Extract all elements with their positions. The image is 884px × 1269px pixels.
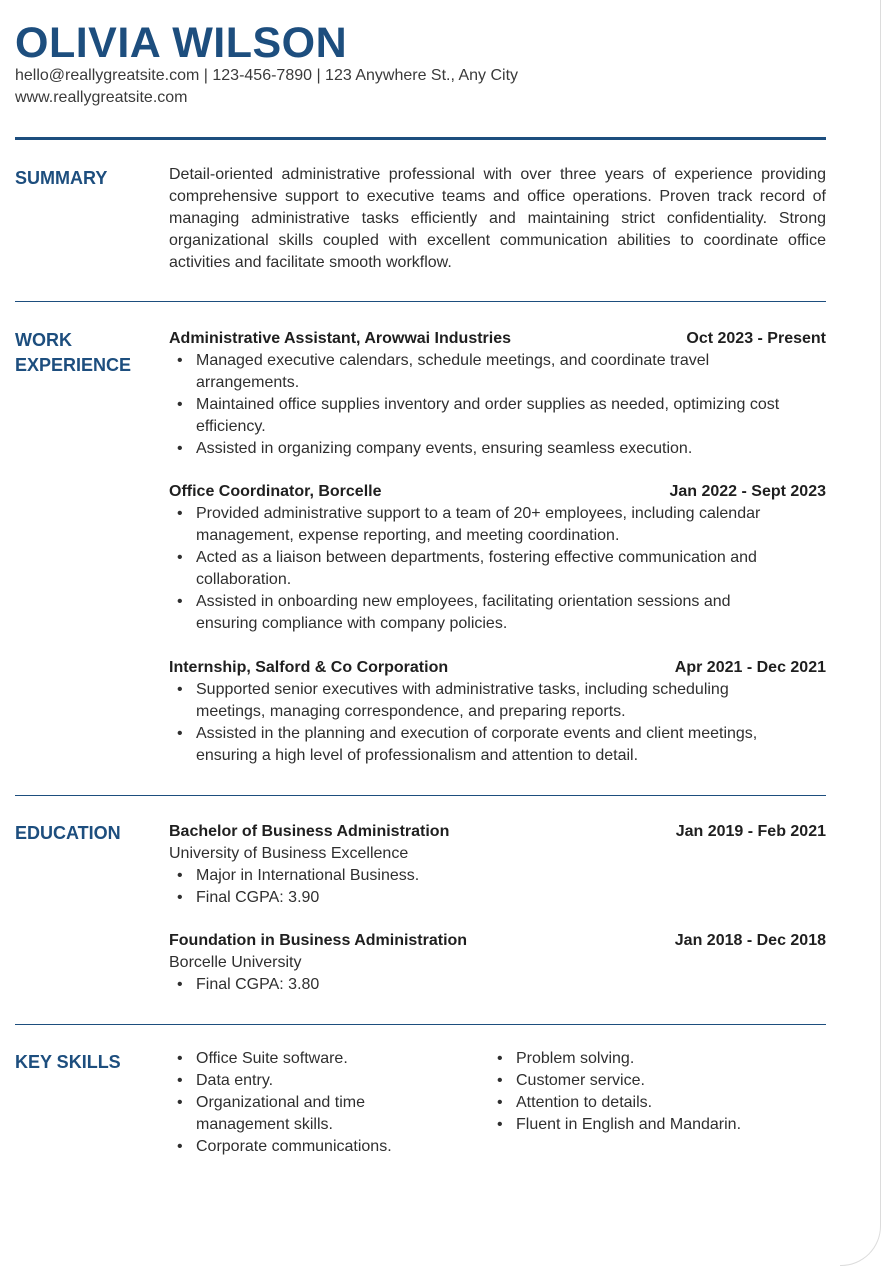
bullet-item: • Managed executive calendars, schedule meetings, and coordinate travel arrangements. — [196, 350, 796, 394]
bullet-item: • Major in International Business. — [196, 865, 826, 887]
job-bullets — [169, 679, 796, 767]
job-title: Office Coordinator, Borcelle — [169, 483, 382, 500]
school-name: Borcelle University — [169, 954, 302, 971]
candidate-name: OLIVIA WILSON — [15, 19, 348, 67]
skill-item: • Fluent in English and Mandarin. — [516, 1114, 776, 1136]
header-divider — [15, 137, 826, 140]
education-entry — [169, 930, 826, 996]
education-entry — [169, 821, 826, 909]
section-divider — [15, 301, 826, 302]
education-dates: Jan 2019 - Feb 2021 — [675, 823, 826, 840]
education-title: EDUCATION — [15, 823, 121, 843]
job-entry — [169, 481, 826, 635]
skill-item: • Office Suite software. — [196, 1048, 456, 1070]
job-title: Administrative Assistant, Arowwai Industries — [169, 330, 512, 347]
job-bullets — [169, 503, 796, 635]
skills-column-right — [489, 1048, 809, 1158]
job-dates: Jan 2022 - Sept 2023 — [669, 483, 826, 500]
bullet-item: • Assisted in organizing company events, ensuring seamless execution. — [196, 438, 796, 460]
section-title-line: WORK — [15, 330, 72, 350]
skill-item: • Corporate communications. — [196, 1136, 456, 1158]
section-divider — [15, 1024, 826, 1025]
summary-section — [169, 164, 826, 274]
job-entry — [169, 657, 826, 767]
key-skills-title: KEY SKILLS — [15, 1052, 121, 1072]
skill-item: • Data entry. — [196, 1070, 456, 1092]
summary-text: Detail-oriented administrative professional with over three years of experience providing comprehensive support to executive teams and office operations. Proven track record of managing administrative tasks efficiently and maintaining strict confidentiality. Strong organizational skills coupled with excellent communication abilities to coordinate office activities and facilitate smooth workflow. — [169, 166, 826, 271]
bullet-item: • Final CGPA: 3.80 — [196, 974, 826, 996]
summary-title: SUMMARY — [15, 168, 108, 188]
skills-list — [169, 1048, 456, 1158]
skill-item: • Attention to details. — [516, 1092, 776, 1114]
skill-item: • Problem solving. — [516, 1048, 776, 1070]
job-dates: Apr 2021 - Dec 2021 — [674, 659, 826, 676]
education-bullets — [169, 865, 826, 909]
bullet-item: • Assisted in onboarding new employees, facilitating orientation sessions and ensuring compliance with company policies. — [196, 591, 796, 635]
page-edge — [880, 0, 881, 1225]
skill-item: • Customer service. — [516, 1070, 776, 1092]
bullet-item: • Acted as a liaison between departments, fostering effective communication and collaboration. — [196, 547, 796, 591]
work-experience-title — [15, 328, 155, 378]
school-name: University of Business Excellence — [169, 845, 409, 862]
page-corner — [840, 1205, 881, 1266]
education-bullets — [169, 974, 826, 996]
job-header — [169, 481, 826, 503]
section-divider — [15, 795, 826, 796]
skills-section — [169, 1048, 826, 1158]
contact-line: hello@reallygreatsite.com | 123-456-7890 | 123 Anywhere St., Any City — [15, 67, 519, 84]
job-entry — [169, 328, 826, 460]
education-header — [169, 821, 826, 843]
bullet-item: • Maintained office supplies inventory and order supplies as needed, optimizing cost efficiency. — [196, 394, 796, 438]
job-header — [169, 657, 826, 679]
job-header — [169, 328, 826, 350]
skill-item: • Organizational and time management skills. — [196, 1092, 456, 1136]
education-dates: Jan 2018 - Dec 2018 — [674, 932, 826, 949]
job-bullets — [169, 350, 796, 460]
job-dates: Oct 2023 - Present — [686, 330, 826, 347]
contact-info — [15, 65, 518, 109]
skills-list — [489, 1048, 776, 1136]
website: www.reallygreatsite.com — [15, 89, 188, 106]
bullet-item: • Supported senior executives with administrative tasks, including scheduling meetings, managing correspondence, and preparing reports. — [196, 679, 796, 723]
bullet-item: • Assisted in the planning and execution of corporate events and client meetings, ensuring a high level of professionalism and attention to detail. — [196, 723, 796, 767]
education-header — [169, 930, 826, 952]
skills-column-left — [169, 1048, 489, 1158]
bullet-item: • Provided administrative support to a team of 20+ employees, including calendar management, expense reporting, and meeting coordination. — [196, 503, 796, 547]
degree-title: Bachelor of Business Administration — [169, 823, 450, 840]
job-title: Internship, Salford & Co Corporation — [169, 659, 449, 676]
bullet-item: • Final CGPA: 3.90 — [196, 887, 826, 909]
degree-title: Foundation in Business Administration — [169, 932, 468, 949]
section-title-line: EXPERIENCE — [15, 355, 132, 375]
